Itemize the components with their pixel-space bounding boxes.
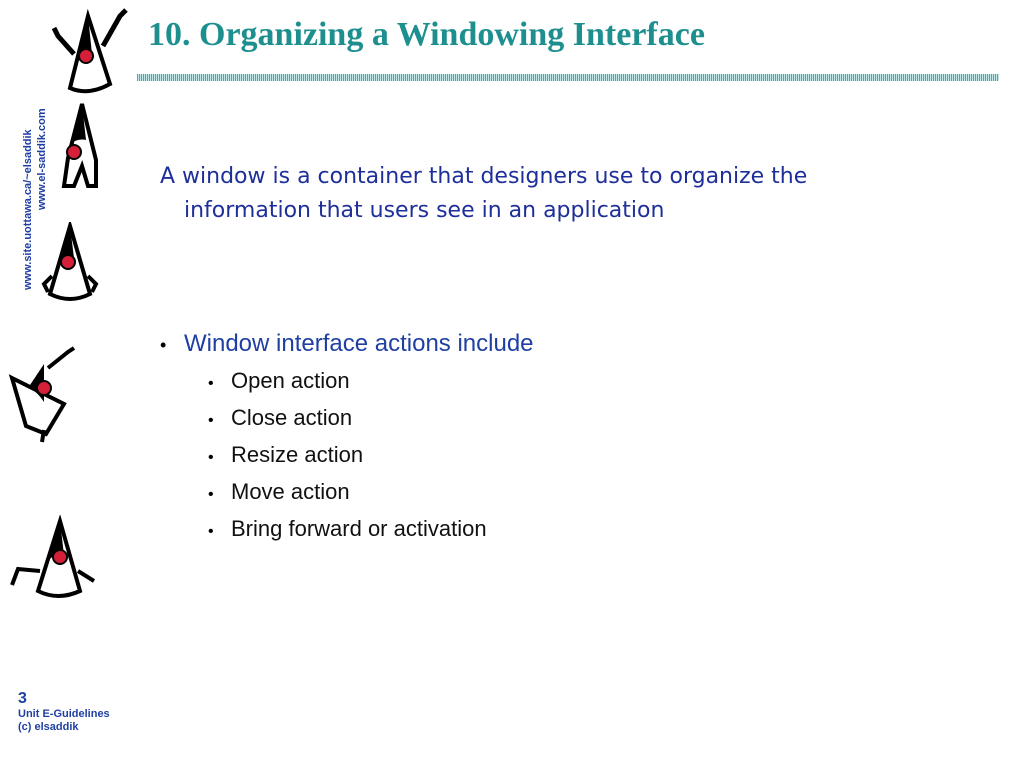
- intro-line-2: information that users see in an application: [184, 198, 665, 223]
- mascot-stretch-icon: [52, 100, 112, 192]
- side-url-elsaddik[interactable]: www.el-saddik.com: [36, 108, 48, 210]
- list-item-text: Open action: [231, 368, 350, 393]
- list-item: [208, 442, 920, 479]
- page-number: 3: [18, 690, 27, 707]
- footer-copyright: (c) elsaddik: [18, 721, 79, 733]
- list-item: [208, 405, 920, 442]
- intro-paragraph: [160, 160, 960, 228]
- list-item: [208, 368, 920, 405]
- bullet-list: [160, 330, 920, 553]
- bullet-dot-icon: •: [208, 375, 214, 392]
- side-url-uottawa[interactable]: www.site.uottawa.ca/~elsaddik: [22, 129, 34, 290]
- slide-title: 10. Organizing a Windowing Interface: [148, 16, 705, 53]
- list-item-text: Move action: [231, 479, 350, 504]
- list-item: [208, 479, 920, 516]
- intro-line-1: A window is a container that designers use to organize the: [160, 164, 808, 189]
- title-divider: [137, 74, 999, 81]
- bullet-dot-icon: •: [160, 335, 167, 355]
- sub-bullet-list: [208, 368, 920, 553]
- bullet-heading-text: Window interface actions include: [184, 330, 534, 357]
- bullet-dot-icon: •: [208, 449, 214, 466]
- mascot-waving-icon: [48, 6, 130, 102]
- mascot-leaning-icon: [4, 342, 80, 446]
- bullet-dot-icon: •: [208, 412, 214, 429]
- bullet-dot-icon: •: [208, 486, 214, 503]
- footer-unit: Unit E-Guidelines: [18, 708, 110, 720]
- side-urls: [10, 80, 50, 300]
- bullet-dot-icon: •: [208, 523, 214, 540]
- list-item: [208, 516, 920, 553]
- list-item-text: Close action: [231, 405, 353, 430]
- bullet-heading: [160, 330, 920, 366]
- slide-footer: [18, 690, 110, 734]
- list-item-text: Bring forward or activation: [231, 516, 487, 541]
- list-item-text: Resize action: [231, 442, 364, 467]
- mascot-arms-out-icon: [8, 515, 98, 603]
